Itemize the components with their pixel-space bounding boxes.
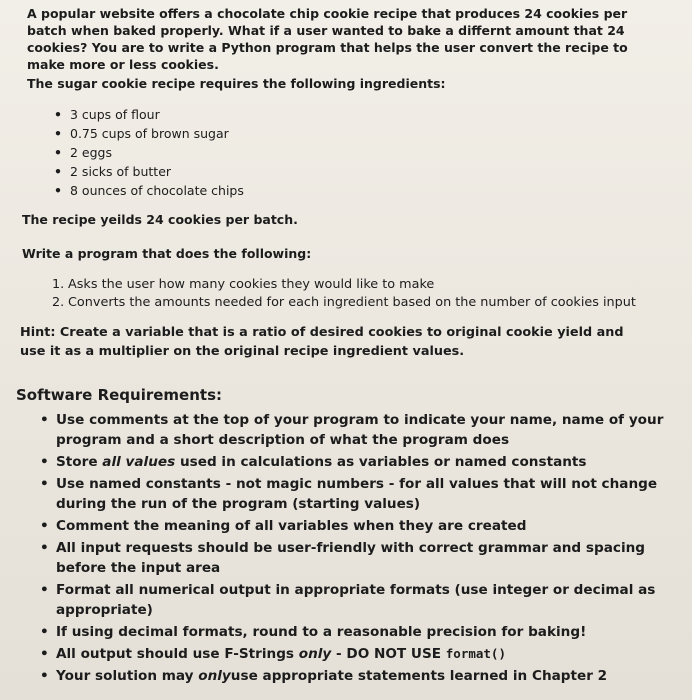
emphasis: only [298,646,332,662]
code-snippet: format() [445,646,506,661]
requirement-item: • All output should use F-Strings only - DO NOT USE format() [36,644,686,664]
hint-paragraph: Hint: Create a variable that is a ratio of desired cookies to original cookie yield and use it as a multiplier on the original recipe ingredient values. [20,325,624,359]
requirement-item: • Store all values used in calculations as variables or named constants [36,452,686,472]
ingredient-item: • 2 sicks of butter [58,162,244,181]
requirement-item: • Comment the meaning of all variables when they are created [36,516,686,536]
step-number: 2. [52,295,65,310]
ingredients-list [58,105,244,200]
requirement-item: • Use named constants - not magic numbers - for all values that will not change during the run of the program (starting values) [36,474,686,514]
step-text: Converts the amounts needed for each ingredient based on the number of cookies input [68,295,636,310]
task-intro: Write a program that does the following: [22,246,312,261]
requirement-item: • Use comments at the top of your program to indicate your name, name of your program and a short description of what the program does [36,410,686,450]
yield-statement: The recipe yeilds 24 cookies per batch. [22,212,298,227]
requirements-list [36,410,686,688]
intro-paragraph: A popular website offers a chocolate chip cookie recipe that produces 24 cookies per batch when baked properly. What if a user wanted to bake a differnt amount that 24 cookies? You are to write a Python program that helps the user convert the recipe to make more or less cookies. [27,6,628,72]
requirement-item: • Your solution may onlyuse appropriate statements learned in Chapter 2 [36,666,686,686]
software-requirements-heading: Software Requirements: [16,386,223,404]
ingredient-item: • 2 eggs [58,143,244,162]
ingredient-item: • 8 ounces of chocolate chips [58,181,244,200]
steps-list [52,276,636,312]
step-number: 1. [52,277,65,292]
requirement-item: • Format all numerical output in appropriate formats (use integer or decimal as appropriate) [36,580,686,620]
step-item [52,276,636,294]
step-item [52,294,636,312]
ingredient-item: • 0.75 cups of brown sugar [58,124,244,143]
requirement-item: • All input requests should be user-friendly with correct grammar and spacing before the input area [36,538,686,578]
emphasis: all values [102,454,176,470]
requirement-item: • If using decimal formats, round to a reasonable precision for baking! [36,622,686,642]
emphasis: only [198,668,231,684]
ingredient-item: • 3 cups of flour [58,105,244,124]
step-text: Asks the user how many cookies they would like to make [68,277,435,292]
ingredients-intro: The sugar cookie recipe requires the following ingredients: [27,76,446,91]
